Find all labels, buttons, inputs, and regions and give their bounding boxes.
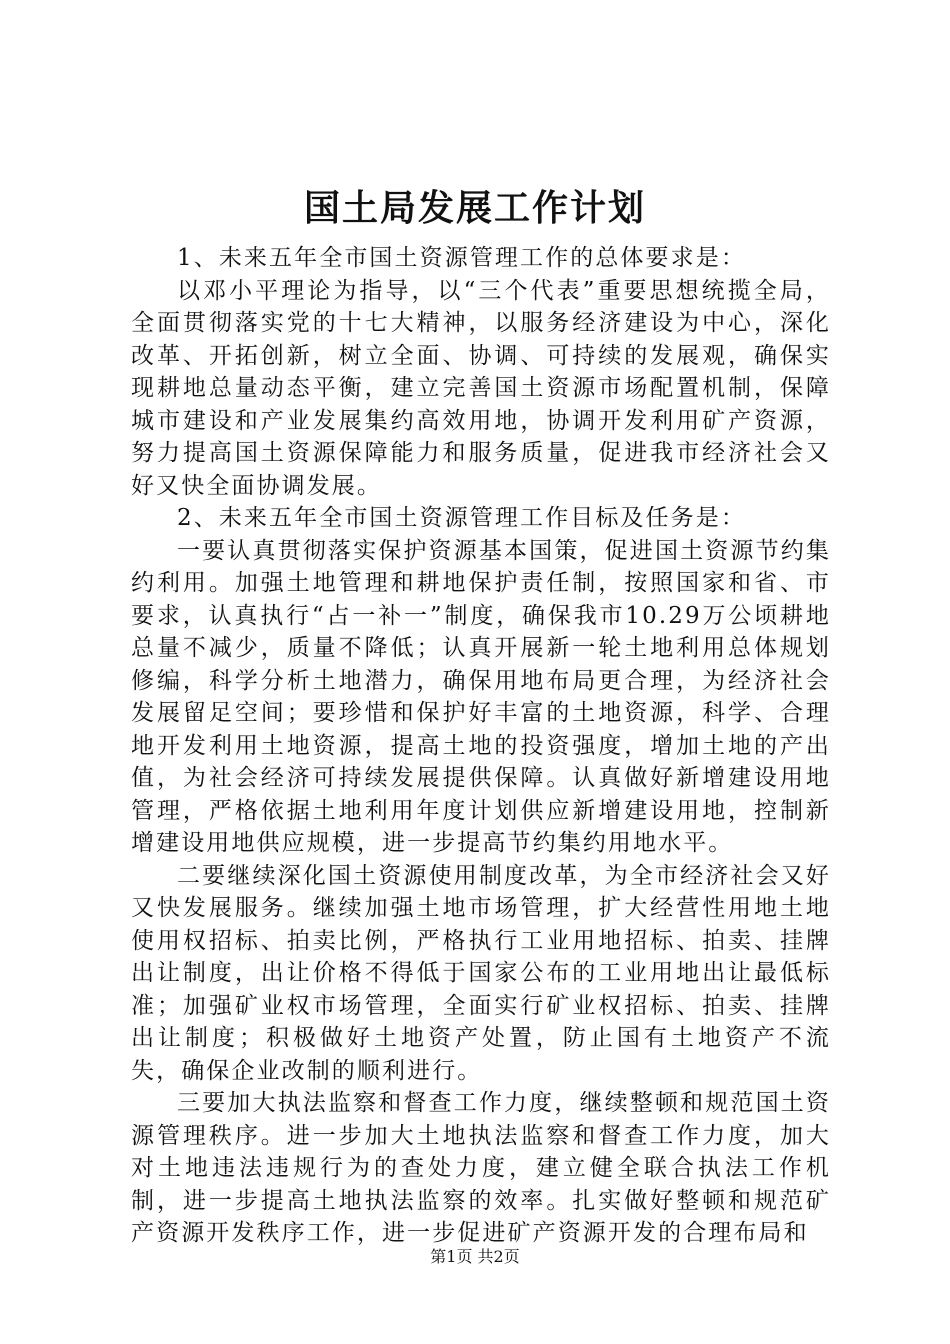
paragraph-goal-one: 一要认真贯彻落实保护资源基本国策，促进国土资源节约集约利用。加强土地管理和耕地保护责任制，按照国家和省、市要求，认真执行“占一补一”制度，确保我市10.29万公顷耕地总量不减少，质量不降低；认真开展新一轮土地利用总体规划修编，科学分析土地潜力，确保用地布局更合理，为经济社会发展留足空间；要珍惜和保护好丰富的土地资源，科学、合理地开发利用土地资源，提高土地的投资强度，增加土地的产出值，为社会经济可持续发展提供保障。认真做好新增建设用地管理，严格依据土地利用年度计划供应新增建设用地，控制新增建设用地供应规模，进一步提高节约集约用地水平。 xyxy=(131,537,831,856)
page-number-footer: 第1页 共2页 xyxy=(430,1247,520,1266)
paragraph-goals-heading: 2、未来五年全市国土资源管理工作目标及任务是： xyxy=(177,505,746,531)
paragraph-goal-three: 三要加大执法监察和督查工作力度，继续整顿和规范国土资源管理秩序。进一步加大土地执法监察和督查工作力度，加大对土地违法违规行为的查处力度，建立健全联合执法工作机制，进一步提高土地执法监察的效率。扎实做好整顿和规范矿产资源开发秩序工作，进一步促进矿产资源开发的合理布局和 xyxy=(131,1090,831,1246)
paragraph-general-requirements: 以邓小平理论为指导，以“三个代表”重要思想统揽全局，全面贯彻落实党的十七大精神，以服务经济建设为中心，深化改革、开拓创新，树立全面、协调、可持续的发展观，确保实现耕地总量动态平衡，建立完善国土资源市场配置机制，保障城市建设和产业发展集约高效用地，协调开发利用矿产资源，努力提高国土资源保障能力和服务质量，促进我市经济社会又好又快全面协调发展。 xyxy=(131,277,831,499)
document-body xyxy=(131,242,831,1250)
document-title: 国土局发展工作计划 xyxy=(303,187,646,229)
paragraph-general-requirements-heading: 1、未来五年全市国土资源管理工作的总体要求是： xyxy=(177,245,746,271)
paragraph-goal-two: 二要继续深化国土资源使用制度改革，为全市经济社会又好又快发展服务。继续加强土地市场管理，扩大经营性用地土地使用权招标、拍卖比例，严格执行工业用地招标、拍卖、挂牌出让制度，出让价格不得低于国家公布的工业用地出让最低标准；加强矿业权市场管理，全面实行矿业权招标、拍卖、挂牌出让制度；积极做好土地资产处置，防止国有土地资产不流失，确保企业改制的顺利进行。 xyxy=(131,862,831,1084)
